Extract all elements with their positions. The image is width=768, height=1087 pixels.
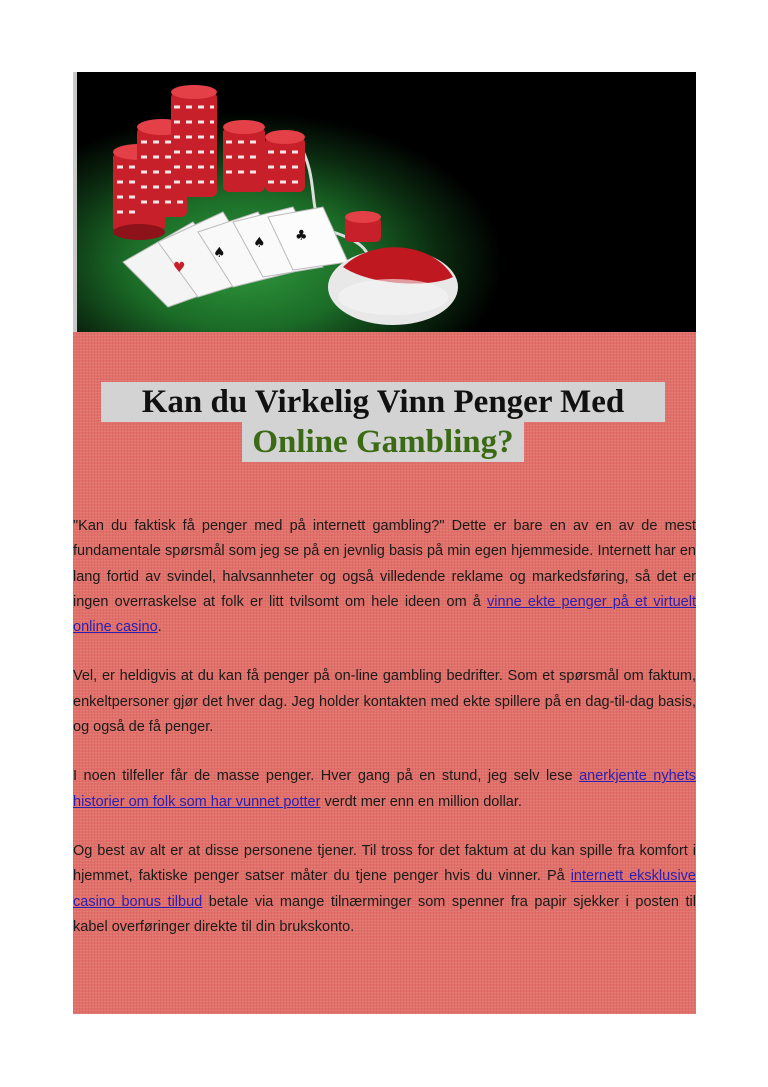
chip-stack-6 <box>345 211 381 242</box>
paragraph-1 <box>73 514 696 640</box>
link-casino-bonus-tilbud[interactable]: internett eksklusive casino bonus tilbud <box>73 868 696 910</box>
svg-text:♠: ♠ <box>213 245 226 261</box>
paragraph-1-text: "Kan du faktisk få penger med på internett gambling?" Dette er bare en av en av de mest fundamentale spørsmål som jeg se på en jevnlig basis på min egen hjemmeside. Internett har en lang fortid av svindel, halvsannheter og også villedende reklame og markedsføring, så det er ingen overraskelse at folk er litt tvilsomt om hele ideen om å <box>73 518 696 610</box>
paragraph-2 <box>73 664 696 740</box>
document-page <box>73 72 696 1014</box>
svg-text:♣: ♣ <box>295 228 308 244</box>
hero-image <box>73 72 696 332</box>
link-vinne-ekte-penger[interactable]: vinne ekte penger på et virtuelt online casino <box>73 593 696 636</box>
paragraph-2-text: Vel, er heldigvis at du kan få penger på on-line gambling bedrifter. Som et spørsmål om faktum, enkeltpersoner gjør det hver dag. Jeg holder kontakten med ekte spillere på en dag-til-dag basis, og også de få penger. <box>73 668 696 736</box>
chip-stack-4 <box>223 120 265 192</box>
chip-stack-5 <box>265 130 305 192</box>
article-body <box>73 514 696 964</box>
chip-stack-3 <box>171 85 217 197</box>
casino-illustration <box>73 72 696 332</box>
paragraph-4 <box>73 839 696 940</box>
paragraph-4-text: Og best av alt er at disse personene tjener. Til tross for det faktum at du kan spille fra komfort i hjemmet, faktiske penger satser måter du tjene penger hvis du vinner. På <box>73 842 696 885</box>
paragraph-3-end: verdt mer enn en million dollar. <box>320 793 522 810</box>
paragraph-1-end: . <box>157 619 162 636</box>
paragraph-3-text: I noen tilfeller får de masse penger. Hver gang på en stund, jeg selv lese <box>73 768 580 785</box>
link-nyhets-historier[interactable]: anerkjente nyhets historier om folk som har vunnet potter <box>73 768 696 810</box>
computer-mouse <box>328 247 458 325</box>
paragraph-4-end: betale via mange tilnærminger som spenner fra papir sjekker i posten til kabel overføringer direkte til din brukskonto. <box>73 893 696 935</box>
svg-text:♥: ♥ <box>173 260 186 276</box>
page-title <box>101 382 665 462</box>
title-line-1: Kan du Virkelig Vinn Penger Med <box>101 382 665 422</box>
title-line-2: Online Gambling? <box>242 422 523 462</box>
svg-text:♠: ♠ <box>253 235 266 251</box>
paragraph-3 <box>73 764 696 815</box>
